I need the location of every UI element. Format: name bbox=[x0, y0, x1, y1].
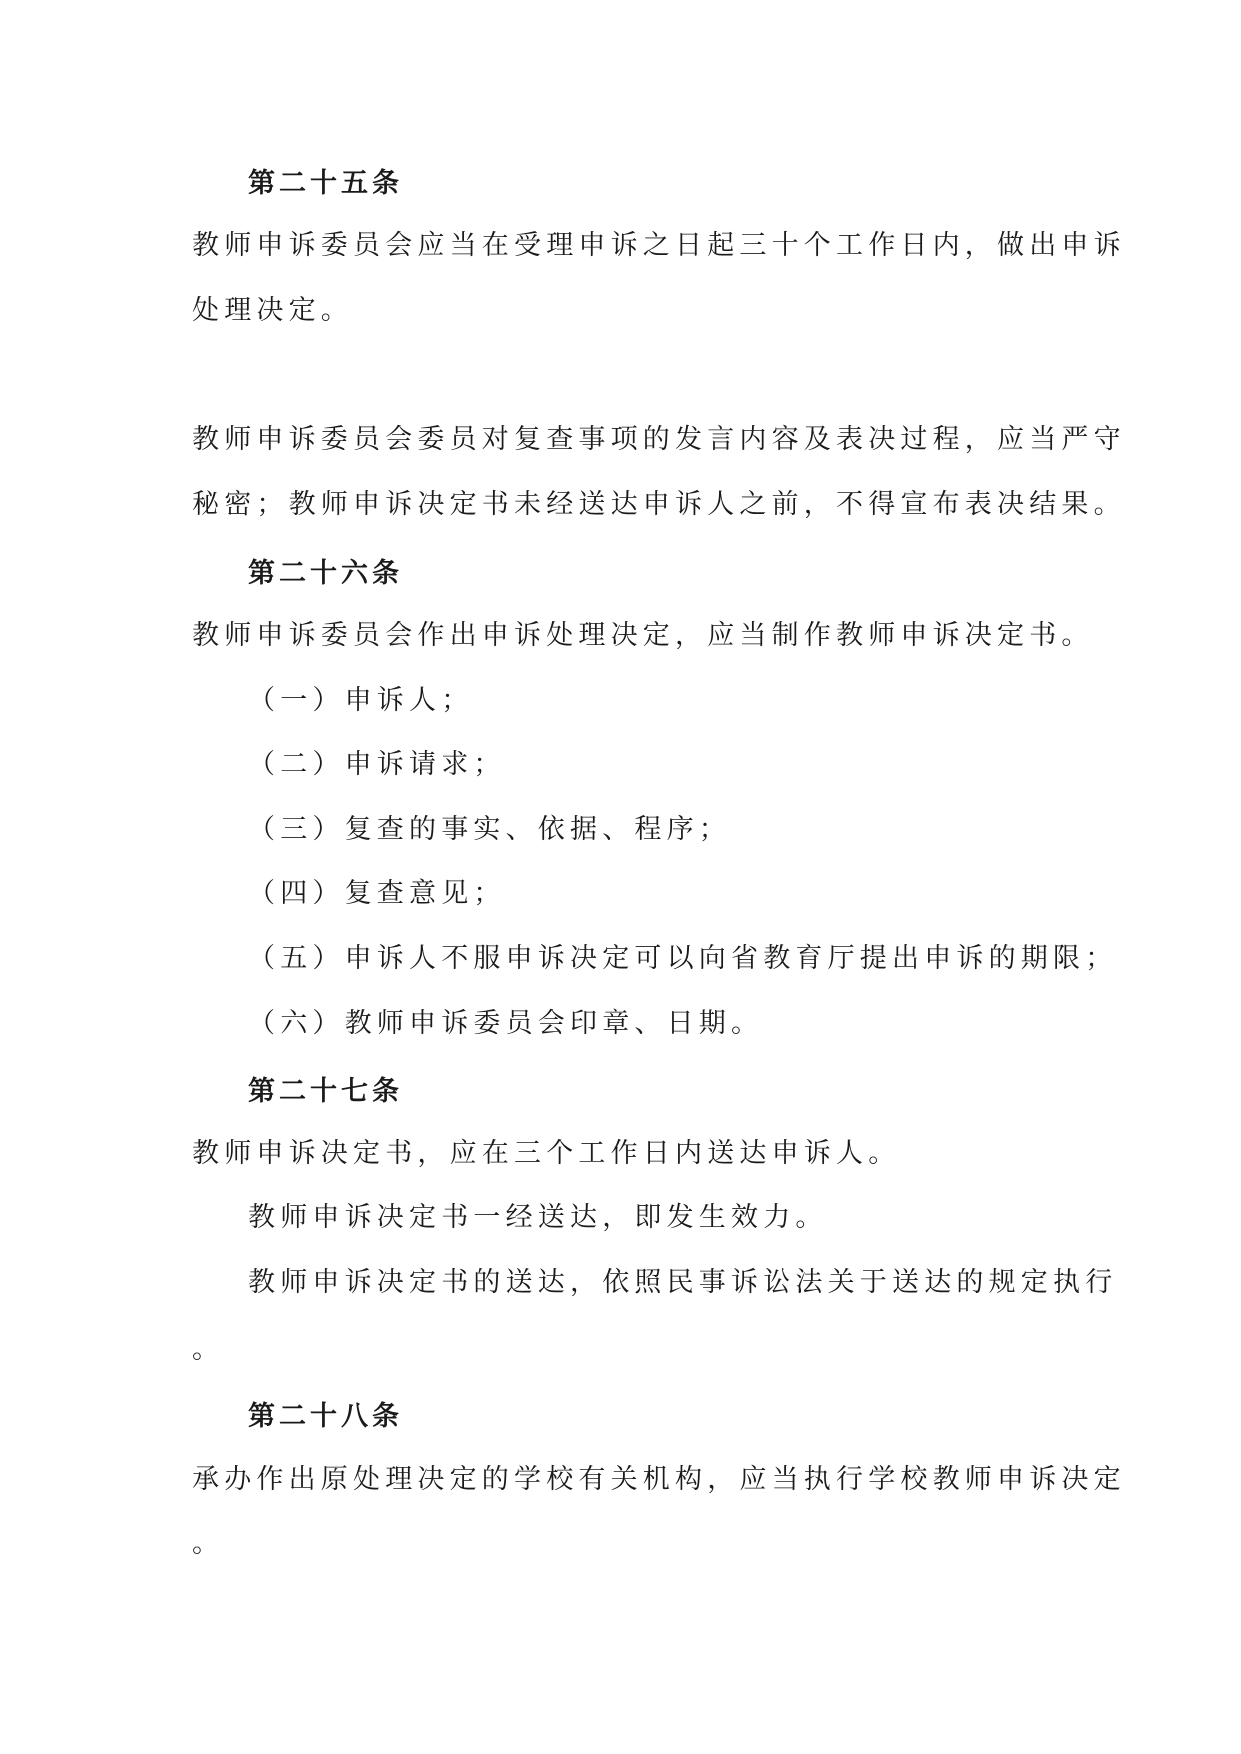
article-28-heading: 第二十八条 bbox=[248, 1401, 403, 1432]
article-25-para1-line1: 教师申诉委员会应当在受理申诉之日起三十个工作日内，做出申诉 bbox=[192, 230, 1126, 261]
article-27-heading: 第二十七条 bbox=[248, 1076, 403, 1107]
article-27-para2: 教师申诉决定书一经送达，即发生效力。 bbox=[248, 1202, 828, 1233]
list-item: （六）教师申诉委员会印章、日期。 bbox=[248, 1008, 764, 1039]
article-28-para1-line2: 。 bbox=[192, 1528, 219, 1559]
article-26-heading: 第二十六条 bbox=[248, 558, 403, 589]
article-27-para3-line2: 。 bbox=[192, 1334, 219, 1365]
article-28-para1-line1: 承办作出原处理决定的学校有关机构，应当执行学校教师申诉决定 bbox=[192, 1464, 1126, 1495]
article-25-para2-line2: 秘密；教师申诉决定书未经送达申诉人之前，不得宣布表决结果。 bbox=[192, 489, 1126, 520]
article-27-para1: 教师申诉决定书，应在三个工作日内送达申诉人。 bbox=[192, 1138, 901, 1169]
article-27-para3-line1: 教师申诉决定书的送达，依照民事诉讼法关于送达的规定执行 bbox=[248, 1267, 1118, 1298]
list-item: （四）复查意见； bbox=[248, 878, 506, 909]
list-item: （一）申诉人； bbox=[248, 685, 474, 716]
list-item: （二）申诉请求； bbox=[248, 749, 506, 780]
list-item: （三）复查的事实、依据、程序； bbox=[248, 814, 731, 845]
list-item: （五）申诉人不服申诉决定可以向省教育厅提出申诉的期限； bbox=[248, 943, 1118, 974]
article-25-heading: 第二十五条 bbox=[248, 168, 403, 199]
article-25-para2-line1: 教师申诉委员会委员对复查事项的发言内容及表决过程，应当严守 bbox=[192, 424, 1126, 455]
article-25-para1-line2: 处理决定。 bbox=[192, 295, 353, 326]
article-26-para1: 教师申诉委员会作出申诉处理决定，应当制作教师申诉决定书。 bbox=[192, 620, 1094, 651]
